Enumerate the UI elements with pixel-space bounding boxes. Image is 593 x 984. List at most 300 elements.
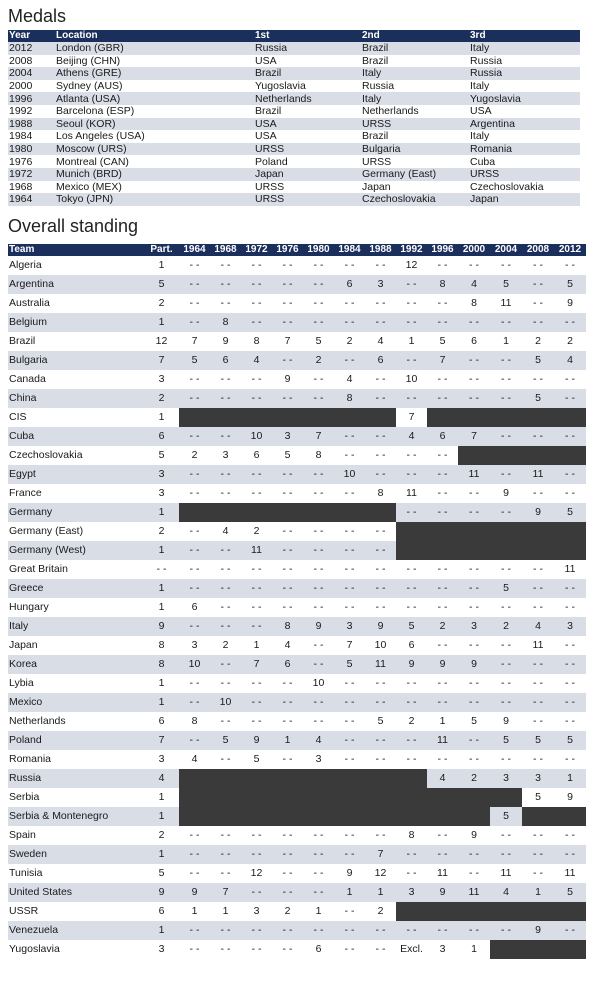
- not-existing-cell: [522, 408, 554, 427]
- not-existing-cell: [365, 807, 396, 826]
- standing-cell: - -: [241, 921, 272, 940]
- standing-cell: 4: [490, 883, 522, 902]
- standing-cell: - -: [554, 389, 586, 408]
- standing-cell: - -: [344, 524, 355, 537]
- standing-cell: 12: [405, 258, 418, 271]
- not-existing-cell: [490, 902, 522, 921]
- standing-table: [8, 244, 586, 959]
- standing-cell: - -: [241, 465, 272, 484]
- standing-cell: - -: [554, 427, 586, 446]
- standing-cell: 5: [210, 731, 241, 750]
- standing-cell: 2: [458, 769, 490, 788]
- medals-row: [8, 181, 580, 194]
- standing-cell: - -: [458, 389, 490, 408]
- standing-cell: - -: [490, 427, 522, 446]
- standing-cell: 4: [554, 351, 586, 370]
- standing-cell: - -: [334, 427, 365, 446]
- medals-cell: Brazil: [255, 105, 282, 118]
- not-existing-cell: [458, 541, 490, 560]
- standing-cell: - -: [375, 448, 386, 461]
- standing-cell: 5: [158, 448, 165, 461]
- standing-cell: 1: [272, 731, 303, 750]
- standing-cell: - -: [458, 921, 490, 940]
- standing-cell: - -: [554, 845, 586, 864]
- standing-cell: 9: [241, 731, 272, 750]
- standing-cell: 5: [554, 275, 586, 294]
- standing-cell: - -: [344, 296, 355, 309]
- standing-cell: 9: [396, 655, 427, 674]
- standing-header-cell: 1964: [179, 244, 210, 256]
- standing-cell: 6: [210, 351, 241, 370]
- standing-row: [8, 807, 586, 826]
- standing-cell: - -: [251, 714, 262, 727]
- medals-row: [8, 92, 580, 105]
- standing-cell: - -: [334, 731, 365, 750]
- not-existing-cell: [522, 541, 554, 560]
- standing-cell: - -: [313, 258, 324, 271]
- standing-cell: 4: [346, 372, 353, 385]
- standing-cell: - -: [565, 600, 575, 613]
- standing-cell: 11: [564, 866, 576, 879]
- medals-row: [8, 80, 580, 93]
- standing-cell: - -: [565, 714, 575, 727]
- standing-cell: - -: [437, 448, 448, 461]
- standing-cell: 2: [346, 334, 353, 347]
- not-existing-cell: [396, 769, 427, 788]
- standing-cell: - -: [179, 693, 210, 712]
- not-existing-cell: [458, 446, 490, 465]
- standing-cell: - -: [533, 372, 543, 385]
- standing-cell: - -: [344, 448, 355, 461]
- standing-cell: - -: [533, 562, 543, 575]
- standing-cell: 11: [500, 296, 512, 309]
- medals-header-cell: Year: [8, 30, 55, 42]
- not-existing-cell: [241, 788, 272, 807]
- standing-cell: - -: [565, 638, 575, 651]
- medals-cell: Beijing (CHN): [56, 54, 121, 67]
- standing-cell: - -: [251, 676, 262, 689]
- medals-cell: Japan: [254, 168, 361, 181]
- standing-cell: 3: [365, 275, 396, 294]
- standing-cell: 9: [458, 655, 490, 674]
- standing-cell: - -: [554, 465, 586, 484]
- standing-cell: - -: [156, 562, 167, 575]
- standing-cell: - -: [241, 883, 272, 902]
- standing-cell: - -: [241, 275, 272, 294]
- not-existing-cell: [427, 807, 458, 826]
- medals-cell: Czechoslovakia: [361, 193, 469, 206]
- standing-cell: - -: [179, 541, 210, 560]
- standing-cell: - -: [490, 503, 522, 522]
- standing-cell: - -: [458, 313, 490, 332]
- standing-row: [8, 826, 586, 845]
- standing-cell: 10: [405, 372, 418, 385]
- team-name: Poland: [8, 731, 144, 750]
- standing-cell: - -: [396, 503, 427, 522]
- medals-cell: Japan: [469, 193, 580, 206]
- standing-cell: 1: [144, 579, 179, 598]
- standing-cell: - -: [313, 600, 324, 613]
- medals-cell: Cuba: [470, 155, 496, 168]
- standing-row: [8, 883, 586, 902]
- standing-cell: - -: [313, 562, 324, 575]
- standing-row: [8, 693, 586, 712]
- not-existing-cell: [554, 408, 586, 427]
- standing-row: [8, 921, 586, 940]
- standing-cell: - -: [437, 600, 448, 613]
- standing-cell: - -: [437, 486, 448, 499]
- not-existing-cell: [458, 408, 490, 427]
- team-name: USSR: [9, 904, 39, 917]
- standing-cell: - -: [406, 448, 417, 461]
- standing-cell: - -: [210, 579, 241, 598]
- standing-cell: 8: [471, 296, 477, 309]
- standing-cell: - -: [375, 524, 386, 537]
- standing-cell: - -: [251, 828, 262, 841]
- standing-cell: 9: [144, 883, 179, 902]
- not-existing-cell: [427, 541, 458, 560]
- standing-cell: - -: [241, 845, 272, 864]
- medals-cell: 1984: [9, 130, 33, 143]
- standing-cell: 1: [253, 638, 260, 651]
- standing-cell: 7: [144, 731, 179, 750]
- standing-cell: - -: [533, 714, 543, 727]
- medals-cell: Brazil: [362, 54, 389, 67]
- standing-cell: 5: [253, 752, 260, 765]
- standing-cell: - -: [469, 258, 479, 271]
- medals-cell: Romania: [469, 143, 580, 156]
- standing-cell: - -: [365, 921, 396, 940]
- standing-header-cell: 1972: [241, 244, 272, 256]
- standing-cell: - -: [469, 562, 479, 575]
- not-existing-cell: [490, 788, 522, 807]
- standing-cell: 9: [144, 617, 179, 636]
- standing-cell: 5: [334, 655, 365, 674]
- standing-cell: 4: [144, 769, 179, 788]
- standing-cell: - -: [501, 600, 511, 613]
- standing-header-cell: 1996: [427, 244, 458, 256]
- standing-cell: 1: [522, 883, 554, 902]
- team-name: Hungary: [9, 600, 49, 613]
- standing-cell: - -: [179, 389, 210, 408]
- standing-cell: 5: [490, 579, 522, 598]
- standing-cell: - -: [334, 313, 365, 332]
- standing-cell: - -: [179, 427, 210, 446]
- standing-cell: 7: [346, 638, 353, 651]
- standing-cell: 11: [564, 562, 576, 575]
- standing-cell: - -: [533, 752, 543, 765]
- not-existing-cell: [427, 408, 458, 427]
- standing-cell: - -: [241, 693, 272, 712]
- not-existing-cell: [210, 408, 241, 427]
- standing-cell: - -: [220, 296, 231, 309]
- standing-cell: - -: [458, 351, 490, 370]
- standing-cell: 2: [377, 904, 384, 917]
- standing-cell: - -: [334, 693, 365, 712]
- standing-cell: 9: [346, 866, 353, 879]
- standing-cell: 1: [315, 904, 322, 917]
- standing-cell: - -: [427, 465, 458, 484]
- standing-cell: - -: [406, 866, 417, 879]
- team-name: Brazil: [9, 334, 36, 347]
- team-name: Tunisia: [9, 866, 43, 879]
- standing-cell: 12: [155, 334, 168, 347]
- standing-cell: 11: [458, 883, 490, 902]
- medals-cell: 2012: [8, 42, 55, 55]
- standing-cell: - -: [396, 465, 427, 484]
- medals-cell: London (GBR): [55, 42, 254, 55]
- standing-cell: 1: [144, 921, 179, 940]
- not-existing-cell: [522, 446, 554, 465]
- standing-row: [8, 427, 586, 446]
- standing-cell: 2: [284, 904, 291, 917]
- standing-cell: - -: [344, 752, 355, 765]
- not-existing-cell: [522, 902, 554, 921]
- standing-cell: 1: [471, 942, 477, 955]
- team-name: Korea: [8, 655, 144, 674]
- not-existing-cell: [365, 769, 396, 788]
- standing-cell: - -: [427, 845, 458, 864]
- standing-header-cell: Part.: [144, 244, 179, 256]
- standing-cell: 2: [490, 617, 522, 636]
- not-existing-cell: [490, 446, 522, 465]
- standing-cell: - -: [406, 600, 417, 613]
- standing-cell: - -: [210, 275, 241, 294]
- medals-cell: 1980: [8, 143, 55, 156]
- standing-cell: - -: [220, 676, 231, 689]
- standing-cell: 4: [396, 427, 427, 446]
- standing-cell: 3: [158, 752, 165, 765]
- standing-cell: - -: [406, 562, 417, 575]
- standing-cell: Excl.: [400, 942, 423, 955]
- standing-cell: - -: [522, 655, 554, 674]
- standing-cell: - -: [272, 275, 303, 294]
- standing-cell: - -: [365, 579, 396, 598]
- not-existing-cell: [179, 769, 210, 788]
- standing-cell: - -: [251, 562, 262, 575]
- standing-row: [8, 275, 586, 294]
- not-existing-cell: [272, 408, 303, 427]
- standing-row: [8, 446, 586, 465]
- standing-cell: - -: [365, 731, 396, 750]
- standing-cell: - -: [179, 731, 210, 750]
- team-name: Russia: [8, 769, 144, 788]
- standing-cell: - -: [241, 389, 272, 408]
- medals-cell: 2000: [9, 80, 33, 93]
- standing-row: [8, 902, 586, 921]
- medals-row: [8, 105, 580, 118]
- standing-row: [8, 541, 586, 560]
- standing-cell: - -: [272, 883, 303, 902]
- standing-row: [8, 864, 586, 883]
- medals-cell: USA: [470, 105, 492, 118]
- standing-cell: - -: [554, 655, 586, 674]
- standing-cell: - -: [490, 313, 522, 332]
- standing-row: [8, 788, 586, 807]
- standing-row: [8, 332, 586, 351]
- standing-cell: - -: [469, 372, 479, 385]
- standing-cell: - -: [396, 579, 427, 598]
- standing-cell: - -: [334, 351, 365, 370]
- standing-row: [8, 769, 586, 788]
- standing-cell: - -: [282, 562, 293, 575]
- standing-cell: - -: [565, 258, 575, 271]
- standing-cell: - -: [334, 579, 365, 598]
- standing-row: [8, 940, 586, 959]
- medals-table: [8, 30, 580, 206]
- standing-cell: - -: [272, 313, 303, 332]
- standing-cell: 9: [522, 921, 554, 940]
- standing-cell: - -: [365, 693, 396, 712]
- standing-cell: - -: [344, 600, 355, 613]
- standing-cell: - -: [406, 752, 417, 765]
- standing-row: [8, 617, 586, 636]
- standing-cell: - -: [396, 921, 427, 940]
- standing-cell: - -: [189, 372, 200, 385]
- standing-cell: - -: [303, 579, 334, 598]
- standing-cell: - -: [272, 389, 303, 408]
- standing-cell: - -: [427, 921, 458, 940]
- standing-cell: - -: [490, 351, 522, 370]
- standing-cell: 9: [179, 883, 210, 902]
- standing-cell: 5: [490, 275, 522, 294]
- standing-cell: - -: [490, 693, 522, 712]
- standing-cell: 8: [272, 617, 303, 636]
- standing-cell: - -: [522, 427, 554, 446]
- not-existing-cell: [396, 788, 427, 807]
- standing-cell: - -: [220, 752, 231, 765]
- standing-cell: - -: [303, 845, 334, 864]
- medals-cell: Russia: [362, 80, 395, 93]
- standing-cell: - -: [344, 486, 355, 499]
- standing-cell: 3: [253, 904, 260, 917]
- standing-cell: 4: [222, 524, 229, 537]
- team-name: Serbia & Montenegro: [8, 807, 144, 826]
- medals-header-row: [8, 30, 580, 42]
- standing-cell: 5: [554, 731, 586, 750]
- standing-cell: 7: [365, 845, 396, 864]
- medals-cell: Munich (BRD): [55, 168, 254, 181]
- standing-cell: - -: [251, 296, 262, 309]
- standing-cell: 9: [284, 372, 291, 385]
- not-existing-cell: [554, 541, 586, 560]
- not-existing-cell: [427, 788, 458, 807]
- not-existing-cell: [396, 522, 427, 541]
- team-name: Netherlands: [9, 714, 66, 727]
- standing-cell: - -: [375, 752, 386, 765]
- standing-cell: 10: [312, 676, 325, 689]
- standing-header-cell: 1968: [210, 244, 241, 256]
- standing-cell: 8: [144, 655, 179, 674]
- medals-cell: 2004: [8, 67, 55, 80]
- standing-cell: 4: [241, 351, 272, 370]
- team-name: Czechoslovakia: [9, 448, 83, 461]
- standing-cell: 1: [158, 258, 165, 271]
- team-name: Bulgaria: [8, 351, 144, 370]
- medals-cell: USA: [254, 118, 361, 131]
- standing-cell: - -: [490, 845, 522, 864]
- standing-cell: 11: [406, 486, 417, 499]
- standing-cell: 4: [284, 638, 291, 651]
- team-name: Spain: [9, 828, 36, 841]
- standing-cell: - -: [375, 942, 386, 955]
- medals-row: [8, 143, 580, 156]
- medals-cell: Tokyo (JPN): [55, 193, 254, 206]
- standing-cell: - -: [282, 828, 293, 841]
- standing-cell: 5: [522, 731, 554, 750]
- standing-cell: - -: [427, 693, 458, 712]
- medals-row: [8, 67, 580, 80]
- standing-cell: 5: [554, 883, 586, 902]
- standing-cell: 10: [241, 427, 272, 446]
- medals-cell: Italy: [361, 92, 469, 105]
- standing-cell: - -: [220, 942, 231, 955]
- team-name: Sweden: [8, 845, 144, 864]
- standing-cell: - -: [437, 676, 448, 689]
- standing-row: [8, 579, 586, 598]
- standing-cell: 5: [396, 617, 427, 636]
- standing-row: [8, 674, 586, 693]
- standing-cell: 11: [427, 731, 458, 750]
- standing-header-cell: 2000: [458, 244, 490, 256]
- not-existing-cell: [458, 788, 490, 807]
- standing-cell: - -: [490, 389, 522, 408]
- standing-cell: - -: [241, 579, 272, 598]
- standing-cell: - -: [179, 313, 210, 332]
- medals-title: Medals: [8, 6, 67, 26]
- standing-cell: - -: [565, 676, 575, 689]
- standing-cell: 1: [439, 714, 446, 727]
- standing-cell: 1: [158, 790, 165, 803]
- medals-cell: URSS: [254, 193, 361, 206]
- medals-header-cell: 3rd: [469, 30, 580, 42]
- medals-cell: Brazil: [361, 42, 469, 55]
- standing-cell: - -: [501, 676, 511, 689]
- standing-cell: - -: [282, 600, 293, 613]
- medals-cell: Mexico (MEX): [56, 180, 122, 193]
- standing-cell: 2: [535, 334, 541, 347]
- standing-header-cell: Team: [8, 244, 144, 256]
- standing-cell: - -: [344, 942, 355, 955]
- standing-cell: - -: [501, 562, 511, 575]
- standing-cell: - -: [189, 296, 200, 309]
- standing-cell: - -: [375, 258, 386, 271]
- standing-cell: - -: [344, 258, 355, 271]
- not-existing-cell: [303, 408, 334, 427]
- standing-cell: - -: [210, 465, 241, 484]
- medals-cell: USA: [255, 54, 277, 67]
- standing-cell: 6: [158, 714, 165, 727]
- standing-row: [8, 731, 586, 750]
- team-name: Belgium: [8, 313, 144, 332]
- standing-cell: - -: [272, 579, 303, 598]
- standing-cell: - -: [303, 465, 334, 484]
- standing-cell: - -: [365, 313, 396, 332]
- not-existing-cell: [210, 788, 241, 807]
- standing-row: [8, 636, 586, 655]
- not-existing-cell: [396, 902, 427, 921]
- standing-cell: 1: [158, 410, 165, 423]
- standing-cell: - -: [220, 600, 231, 613]
- medals-cell: Brazil: [362, 130, 389, 143]
- standing-cell: - -: [334, 541, 365, 560]
- standing-cell: 9: [471, 828, 477, 841]
- standing-cell: 11: [532, 638, 544, 651]
- medals-row: [8, 118, 580, 131]
- standing-cell: - -: [303, 921, 334, 940]
- standing-cell: 10: [334, 465, 365, 484]
- team-name: Greece: [8, 579, 144, 598]
